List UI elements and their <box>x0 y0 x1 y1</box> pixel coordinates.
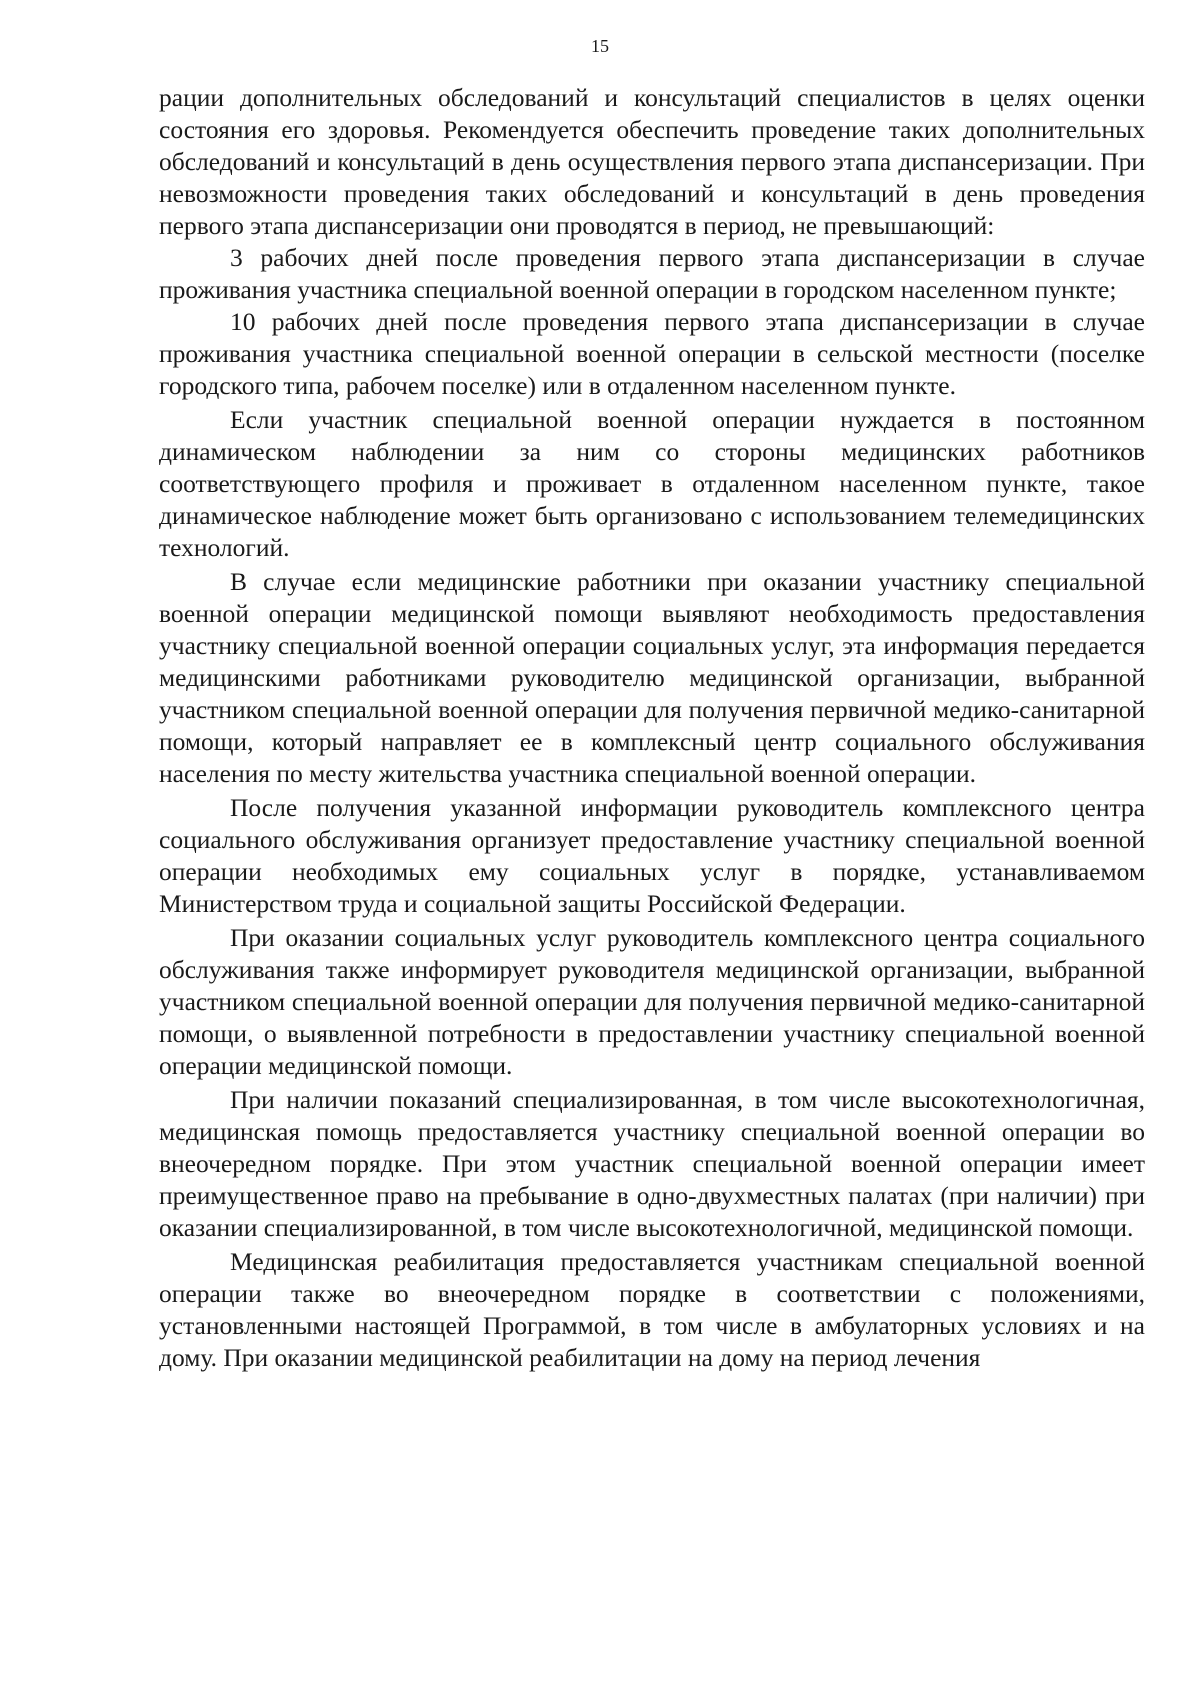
paragraph-social-services-need: В случае если медицинские работники при оказании участнику специальной военной операции медицинской помощи выявляют необходимость предоставления участнику специальной военной операции социальных услуг, эта информация передается медицинскими работниками руководителю медицинской организации, выбранной участником специальной военной операции для получения первичной медико-санитарной помощи, который направляет ее в комплексный центр социального обслуживания населения по месту жительства участника специальной военной операции. <box>159 567 1145 788</box>
paragraph-social-center-provision: После получения указанной информации руководитель комплексного центра социального обслуживания организует предоставление участнику специальной военной операции необходимых ему социальных услуг в порядке, устанавливаемом Министерством труда и социальной защиты Российской Федерации. <box>159 793 1145 918</box>
paragraph-rehabilitation: Медицинская реабилитация предоставляется участникам специальной военной операции также во внеочередном порядке в соответствии с положениями, установленными настоящей Программой, в том числе в амбулаторных условиях и на дому. При оказании медицинской реабилитации на дому на период лечения <box>159 1247 1145 1372</box>
paragraph-3-days-urban: 3 рабочих дней после проведения первого этапа диспансеризации в случае проживания участника специальной военной операции в городском населенном пункте; <box>159 243 1145 304</box>
paragraph-specialized-care: При наличии показаний специализированная, в том числе высокотехнологичная, медицинская помощь предоставляется участнику специальной военной операции во внеочередном порядке. При этом участник специальной военной операции имеет преимущественное право на пребывание в одно-двухместных палатах (при наличии) при оказании специализированной, в том числе высокотехнологичной, медицинской помощи. <box>159 1085 1145 1242</box>
paragraph-social-center-informs: При оказании социальных услуг руководитель комплексного центра социального обслуживания также информирует руководителя медицинской организации, выбранной участником специальной военной операции для получения первичной медико-санитарной помощи, о выявленной потребности в предоставлении участнику специальной военной операции медицинской помощи. <box>159 923 1145 1080</box>
paragraph-telemedicine: Если участник специальной военной операции нуждается в постоянном динамическом наблюдении за ним со стороны медицинских работников соответствующего профиля и проживает в отдаленном населенном пункте, такое динамическое наблюдение может быть организовано с использованием телемедицинских технологий. <box>159 405 1145 562</box>
paragraph-10-days-rural: 10 рабочих дней после проведения первого этапа диспансеризации в случае проживания участника специальной военной операции в сельской местности (поселке городского типа, рабочем поселке) или в отдаленном населенном пункте. <box>159 307 1145 400</box>
page-number: 15 <box>591 36 609 56</box>
body-text <box>159 82 1145 1374</box>
paragraph-continuation: рации дополнительных обследований и консультаций специалистов в целях оценки состояния его здоровья. Рекомендуется обеспечить проведение таких дополнительных обследований и консультаций в день осуществления первого этапа диспансеризации. При невозможности проведения таких обследований и консультаций в день проведения первого этапа диспансеризации они проводятся в период, не превышающий: <box>159 83 1145 240</box>
